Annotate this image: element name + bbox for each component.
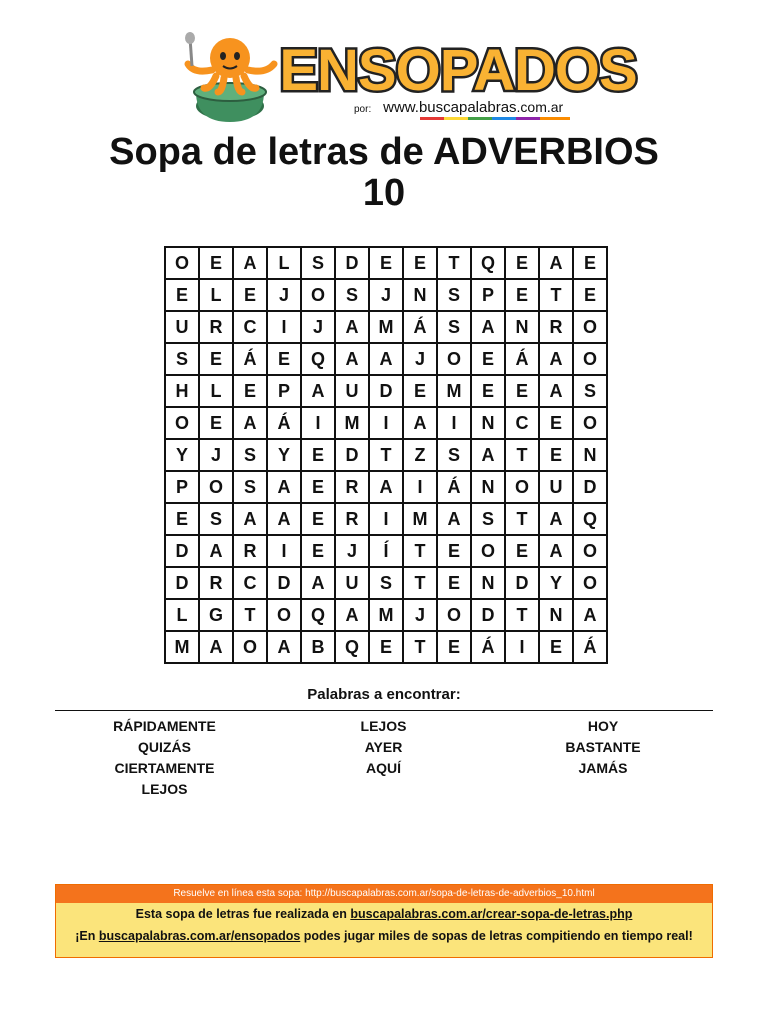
footer-box xyxy=(55,884,713,958)
grid-cell[interactable]: E xyxy=(234,280,268,312)
grid-cell[interactable]: O xyxy=(574,536,608,568)
grid-cell[interactable]: A xyxy=(200,632,234,664)
grid-cell[interactable]: M xyxy=(370,312,404,344)
grid-cell[interactable]: R xyxy=(200,568,234,600)
grid-cell[interactable]: S xyxy=(438,312,472,344)
grid-cell[interactable]: Á xyxy=(438,472,472,504)
byline-site: buscapalabras xyxy=(418,99,517,116)
online-link-bar[interactable]: Resuelve en línea esta sopa: http://buscapalabras.com.ar/sopa-de-letras-de-adverbios_10.html xyxy=(56,885,712,903)
grid-cell[interactable]: J xyxy=(302,312,336,344)
grid-cell[interactable]: Á xyxy=(506,344,540,376)
byline-www: www. xyxy=(383,99,419,116)
footer-line-2 xyxy=(56,925,712,947)
footer-line-1-text: Esta sopa de letras fue realizada en xyxy=(135,907,351,921)
grid-cell[interactable]: J xyxy=(268,280,302,312)
grid-cell[interactable]: B xyxy=(302,632,336,664)
grid-cell[interactable]: N xyxy=(540,600,574,632)
grid-cell[interactable]: Q xyxy=(472,248,506,280)
grid-cell[interactable]: A xyxy=(540,376,574,408)
grid-cell[interactable]: A xyxy=(200,536,234,568)
octopus-mascot-icon xyxy=(180,30,280,122)
grid-cell[interactable]: A xyxy=(268,472,302,504)
grid-cell[interactable]: C xyxy=(234,568,268,600)
grid-cell[interactable]: A xyxy=(302,376,336,408)
grid-cell[interactable]: S xyxy=(370,568,404,600)
word-item: AQUÍ xyxy=(366,760,401,776)
word-column xyxy=(274,716,493,800)
grid-cell[interactable]: S xyxy=(438,280,472,312)
grid-cell[interactable]: N xyxy=(472,568,506,600)
word-item: LEJOS xyxy=(360,718,407,734)
grid-cell[interactable]: S xyxy=(472,504,506,536)
grid-cell[interactable]: T xyxy=(404,568,438,600)
grid-cell[interactable]: D xyxy=(336,440,370,472)
byline-prefix: por: xyxy=(354,104,372,115)
grid-cell[interactable]: M xyxy=(438,376,472,408)
create-puzzle-link[interactable]: buscapalabras.com.ar/crear-sopa-de-letras.php xyxy=(350,907,633,921)
grid-cell[interactable]: E xyxy=(472,376,506,408)
page-title xyxy=(0,132,768,214)
grid-cell[interactable]: A xyxy=(472,440,506,472)
grid-cell[interactable]: R xyxy=(336,472,370,504)
footer-line-1 xyxy=(56,903,712,925)
grid-cell[interactable]: Á xyxy=(268,408,302,440)
grid-cell[interactable]: Q xyxy=(302,344,336,376)
grid-cell[interactable]: O xyxy=(472,536,506,568)
grid-cell[interactable]: C xyxy=(506,408,540,440)
grid-cell[interactable]: M xyxy=(370,600,404,632)
grid-cell[interactable]: G xyxy=(200,600,234,632)
grid-cell[interactable]: Á xyxy=(472,632,506,664)
grid-cell[interactable]: A xyxy=(234,248,268,280)
grid-cell[interactable]: J xyxy=(370,280,404,312)
grid-cell[interactable]: Á xyxy=(234,344,268,376)
grid-cell[interactable]: I xyxy=(268,312,302,344)
grid-cell[interactable]: J xyxy=(336,536,370,568)
grid-cell[interactable]: U xyxy=(336,568,370,600)
grid-cell[interactable]: E xyxy=(438,536,472,568)
grid-cell[interactable]: D xyxy=(166,568,200,600)
grid-cell[interactable]: L xyxy=(268,248,302,280)
colored-underline xyxy=(420,117,570,120)
grid-cell[interactable]: Í xyxy=(370,536,404,568)
grid-cell[interactable]: U xyxy=(540,472,574,504)
byline xyxy=(354,99,614,119)
grid-cell[interactable]: A xyxy=(336,600,370,632)
grid-cell[interactable]: T xyxy=(438,248,472,280)
grid-cell[interactable]: S xyxy=(234,440,268,472)
grid-cell[interactable]: E xyxy=(166,504,200,536)
grid-cell[interactable]: A xyxy=(302,568,336,600)
word-item: RÁPIDAMENTE xyxy=(113,718,216,734)
grid-cell[interactable]: E xyxy=(370,632,404,664)
grid-cell[interactable]: E xyxy=(302,504,336,536)
grid-cell[interactable]: E xyxy=(302,536,336,568)
grid-cell[interactable]: S xyxy=(574,376,608,408)
grid-cell[interactable]: O xyxy=(574,568,608,600)
grid-cell[interactable]: L xyxy=(200,280,234,312)
grid-cell[interactable]: L xyxy=(166,600,200,632)
grid-cell[interactable]: N xyxy=(472,472,506,504)
word-item: QUIZÁS xyxy=(138,739,191,755)
grid-cell[interactable]: E xyxy=(506,376,540,408)
grid-cell[interactable]: A xyxy=(370,344,404,376)
grid-cell[interactable]: N xyxy=(506,312,540,344)
grid-cell[interactable]: P xyxy=(166,472,200,504)
grid-cell[interactable]: I xyxy=(404,472,438,504)
svg-text:ENSOPADOS: ENSOPADOS xyxy=(279,38,637,103)
grid-cell[interactable]: E xyxy=(200,248,234,280)
grid-cell[interactable]: E xyxy=(506,248,540,280)
grid-cell[interactable]: A xyxy=(234,408,268,440)
grid-cell[interactable]: S xyxy=(200,504,234,536)
grid-cell[interactable]: D xyxy=(166,536,200,568)
grid-cell[interactable]: A xyxy=(540,344,574,376)
grid-cell[interactable]: S xyxy=(302,248,336,280)
word-item: LEJOS xyxy=(141,781,188,797)
grid-cell[interactable]: A xyxy=(438,504,472,536)
grid-cell[interactable]: A xyxy=(540,504,574,536)
grid-cell[interactable]: P xyxy=(472,280,506,312)
grid-cell[interactable]: A xyxy=(268,504,302,536)
word-item: AYER xyxy=(364,739,403,755)
grid-cell[interactable]: Q xyxy=(302,600,336,632)
grid-cell[interactable]: D xyxy=(506,568,540,600)
grid-cell[interactable]: L xyxy=(200,376,234,408)
grid-cell[interactable]: T xyxy=(506,600,540,632)
footer-line-2-suffix: podes jugar miles de sopas de letras compitiendo en tiempo real! xyxy=(300,929,693,943)
grid-cell[interactable]: D xyxy=(336,248,370,280)
grid-cell[interactable]: E xyxy=(540,440,574,472)
grid-cell[interactable]: O xyxy=(506,472,540,504)
words-heading: Palabras a encontrar: xyxy=(307,686,461,703)
grid-cell[interactable]: A xyxy=(540,248,574,280)
ensopados-logo xyxy=(279,36,637,108)
grid-cell[interactable]: T xyxy=(506,504,540,536)
grid-cell[interactable]: O xyxy=(166,248,200,280)
grid-cell[interactable]: N xyxy=(574,440,608,472)
grid-cell[interactable]: O xyxy=(438,344,472,376)
grid-cell[interactable]: T xyxy=(234,600,268,632)
grid-cell[interactable]: E xyxy=(540,408,574,440)
grid-cell[interactable]: I xyxy=(370,408,404,440)
grid-cell[interactable]: Q xyxy=(574,504,608,536)
grid-cell[interactable]: O xyxy=(574,344,608,376)
title-line-1: Sopa de letras de ADVERBIOS xyxy=(109,131,659,173)
grid-cell[interactable]: O xyxy=(302,280,336,312)
grid-cell[interactable]: E xyxy=(302,472,336,504)
word-item: BASTANTE xyxy=(565,739,641,755)
grid-cell[interactable]: P xyxy=(268,376,302,408)
grid-cell[interactable]: O xyxy=(438,600,472,632)
ensopados-link[interactable]: buscapalabras.com.ar/ensopados xyxy=(98,929,301,943)
grid-cell[interactable]: A xyxy=(234,504,268,536)
grid-cell[interactable]: R xyxy=(336,504,370,536)
grid-cell[interactable]: E xyxy=(404,376,438,408)
grid-cell[interactable]: E xyxy=(574,248,608,280)
grid-cell[interactable]: J xyxy=(200,440,234,472)
grid-cell[interactable]: U xyxy=(336,376,370,408)
footer-line-2-prefix: ¡En xyxy=(75,929,99,943)
grid-cell[interactable]: A xyxy=(336,344,370,376)
grid-cell[interactable]: T xyxy=(370,440,404,472)
byline-tld: .com.ar xyxy=(516,99,564,115)
grid-cell[interactable]: D xyxy=(268,568,302,600)
grid-cell[interactable]: Á xyxy=(574,632,608,664)
grid-cell[interactable]: E xyxy=(574,280,608,312)
grid-cell[interactable]: D xyxy=(370,376,404,408)
grid-cell[interactable]: Y xyxy=(166,440,200,472)
grid-cell[interactable]: A xyxy=(472,312,506,344)
grid-cell[interactable]: A xyxy=(574,600,608,632)
grid-cell[interactable]: T xyxy=(404,536,438,568)
grid-cell[interactable]: A xyxy=(540,536,574,568)
grid-cell[interactable]: R xyxy=(234,536,268,568)
word-column xyxy=(493,716,713,800)
grid-cell[interactable]: O xyxy=(574,312,608,344)
grid-cell[interactable]: M xyxy=(166,632,200,664)
grid-cell[interactable]: D xyxy=(574,472,608,504)
grid-cell[interactable]: O xyxy=(166,408,200,440)
grid-cell[interactable]: N xyxy=(472,408,506,440)
grid-cell[interactable]: S xyxy=(336,280,370,312)
grid-cell[interactable]: E xyxy=(268,344,302,376)
grid-cell[interactable]: Á xyxy=(404,312,438,344)
grid-cell[interactable]: E xyxy=(472,344,506,376)
grid-cell[interactable]: E xyxy=(234,376,268,408)
grid-cell[interactable]: T xyxy=(540,280,574,312)
grid-cell[interactable]: E xyxy=(506,536,540,568)
grid-cell[interactable]: H xyxy=(166,376,200,408)
grid-cell[interactable]: T xyxy=(404,632,438,664)
grid-cell[interactable]: J xyxy=(404,600,438,632)
grid-cell[interactable]: E xyxy=(438,568,472,600)
grid-cell[interactable]: E xyxy=(200,408,234,440)
letter-grid xyxy=(164,246,608,664)
grid-cell[interactable]: R xyxy=(200,312,234,344)
grid-cell[interactable]: S xyxy=(166,344,200,376)
grid-cell[interactable]: Y xyxy=(540,568,574,600)
word-item: JAMÁS xyxy=(578,760,628,776)
grid-cell[interactable]: E xyxy=(200,344,234,376)
grid-cell[interactable]: E xyxy=(370,248,404,280)
grid-cell[interactable]: S xyxy=(438,440,472,472)
grid-cell[interactable]: I xyxy=(370,504,404,536)
grid-cell[interactable]: Q xyxy=(336,632,370,664)
grid-cell[interactable]: A xyxy=(370,472,404,504)
grid-cell[interactable]: N xyxy=(404,280,438,312)
word-list xyxy=(55,716,713,800)
grid-cell[interactable]: A xyxy=(268,632,302,664)
grid-cell[interactable]: E xyxy=(166,280,200,312)
grid-cell[interactable]: O xyxy=(574,408,608,440)
title-line-2: 10 xyxy=(362,172,406,214)
grid-cell[interactable]: E xyxy=(438,632,472,664)
grid-cell[interactable]: R xyxy=(540,312,574,344)
grid-cell[interactable]: Z xyxy=(404,440,438,472)
grid-cell[interactable]: O xyxy=(268,600,302,632)
grid-cell[interactable]: E xyxy=(404,248,438,280)
grid-cell[interactable]: E xyxy=(506,280,540,312)
word-item: HOY xyxy=(587,718,619,734)
divider xyxy=(55,710,713,711)
grid-cell[interactable]: Y xyxy=(268,440,302,472)
grid-cell[interactable]: I xyxy=(438,408,472,440)
word-item: CIERTAMENTE xyxy=(114,760,215,776)
grid-cell[interactable]: J xyxy=(404,344,438,376)
header xyxy=(0,24,768,124)
grid-cell[interactable]: I xyxy=(506,632,540,664)
grid-cell[interactable]: O xyxy=(200,472,234,504)
word-column xyxy=(55,716,274,800)
grid-cell[interactable]: M xyxy=(336,408,370,440)
grid-cell[interactable]: O xyxy=(234,632,268,664)
grid-cell[interactable]: U xyxy=(166,312,200,344)
grid-cell[interactable]: M xyxy=(404,504,438,536)
grid-cell[interactable]: E xyxy=(302,440,336,472)
grid-cell[interactable]: I xyxy=(268,536,302,568)
grid-cell[interactable]: C xyxy=(234,312,268,344)
grid-cell[interactable]: A xyxy=(404,408,438,440)
grid-cell[interactable]: I xyxy=(302,408,336,440)
grid-cell[interactable]: S xyxy=(234,472,268,504)
grid-cell[interactable]: E xyxy=(540,632,574,664)
grid-cell[interactable]: D xyxy=(472,600,506,632)
grid-cell[interactable]: A xyxy=(336,312,370,344)
grid-cell[interactable]: T xyxy=(506,440,540,472)
